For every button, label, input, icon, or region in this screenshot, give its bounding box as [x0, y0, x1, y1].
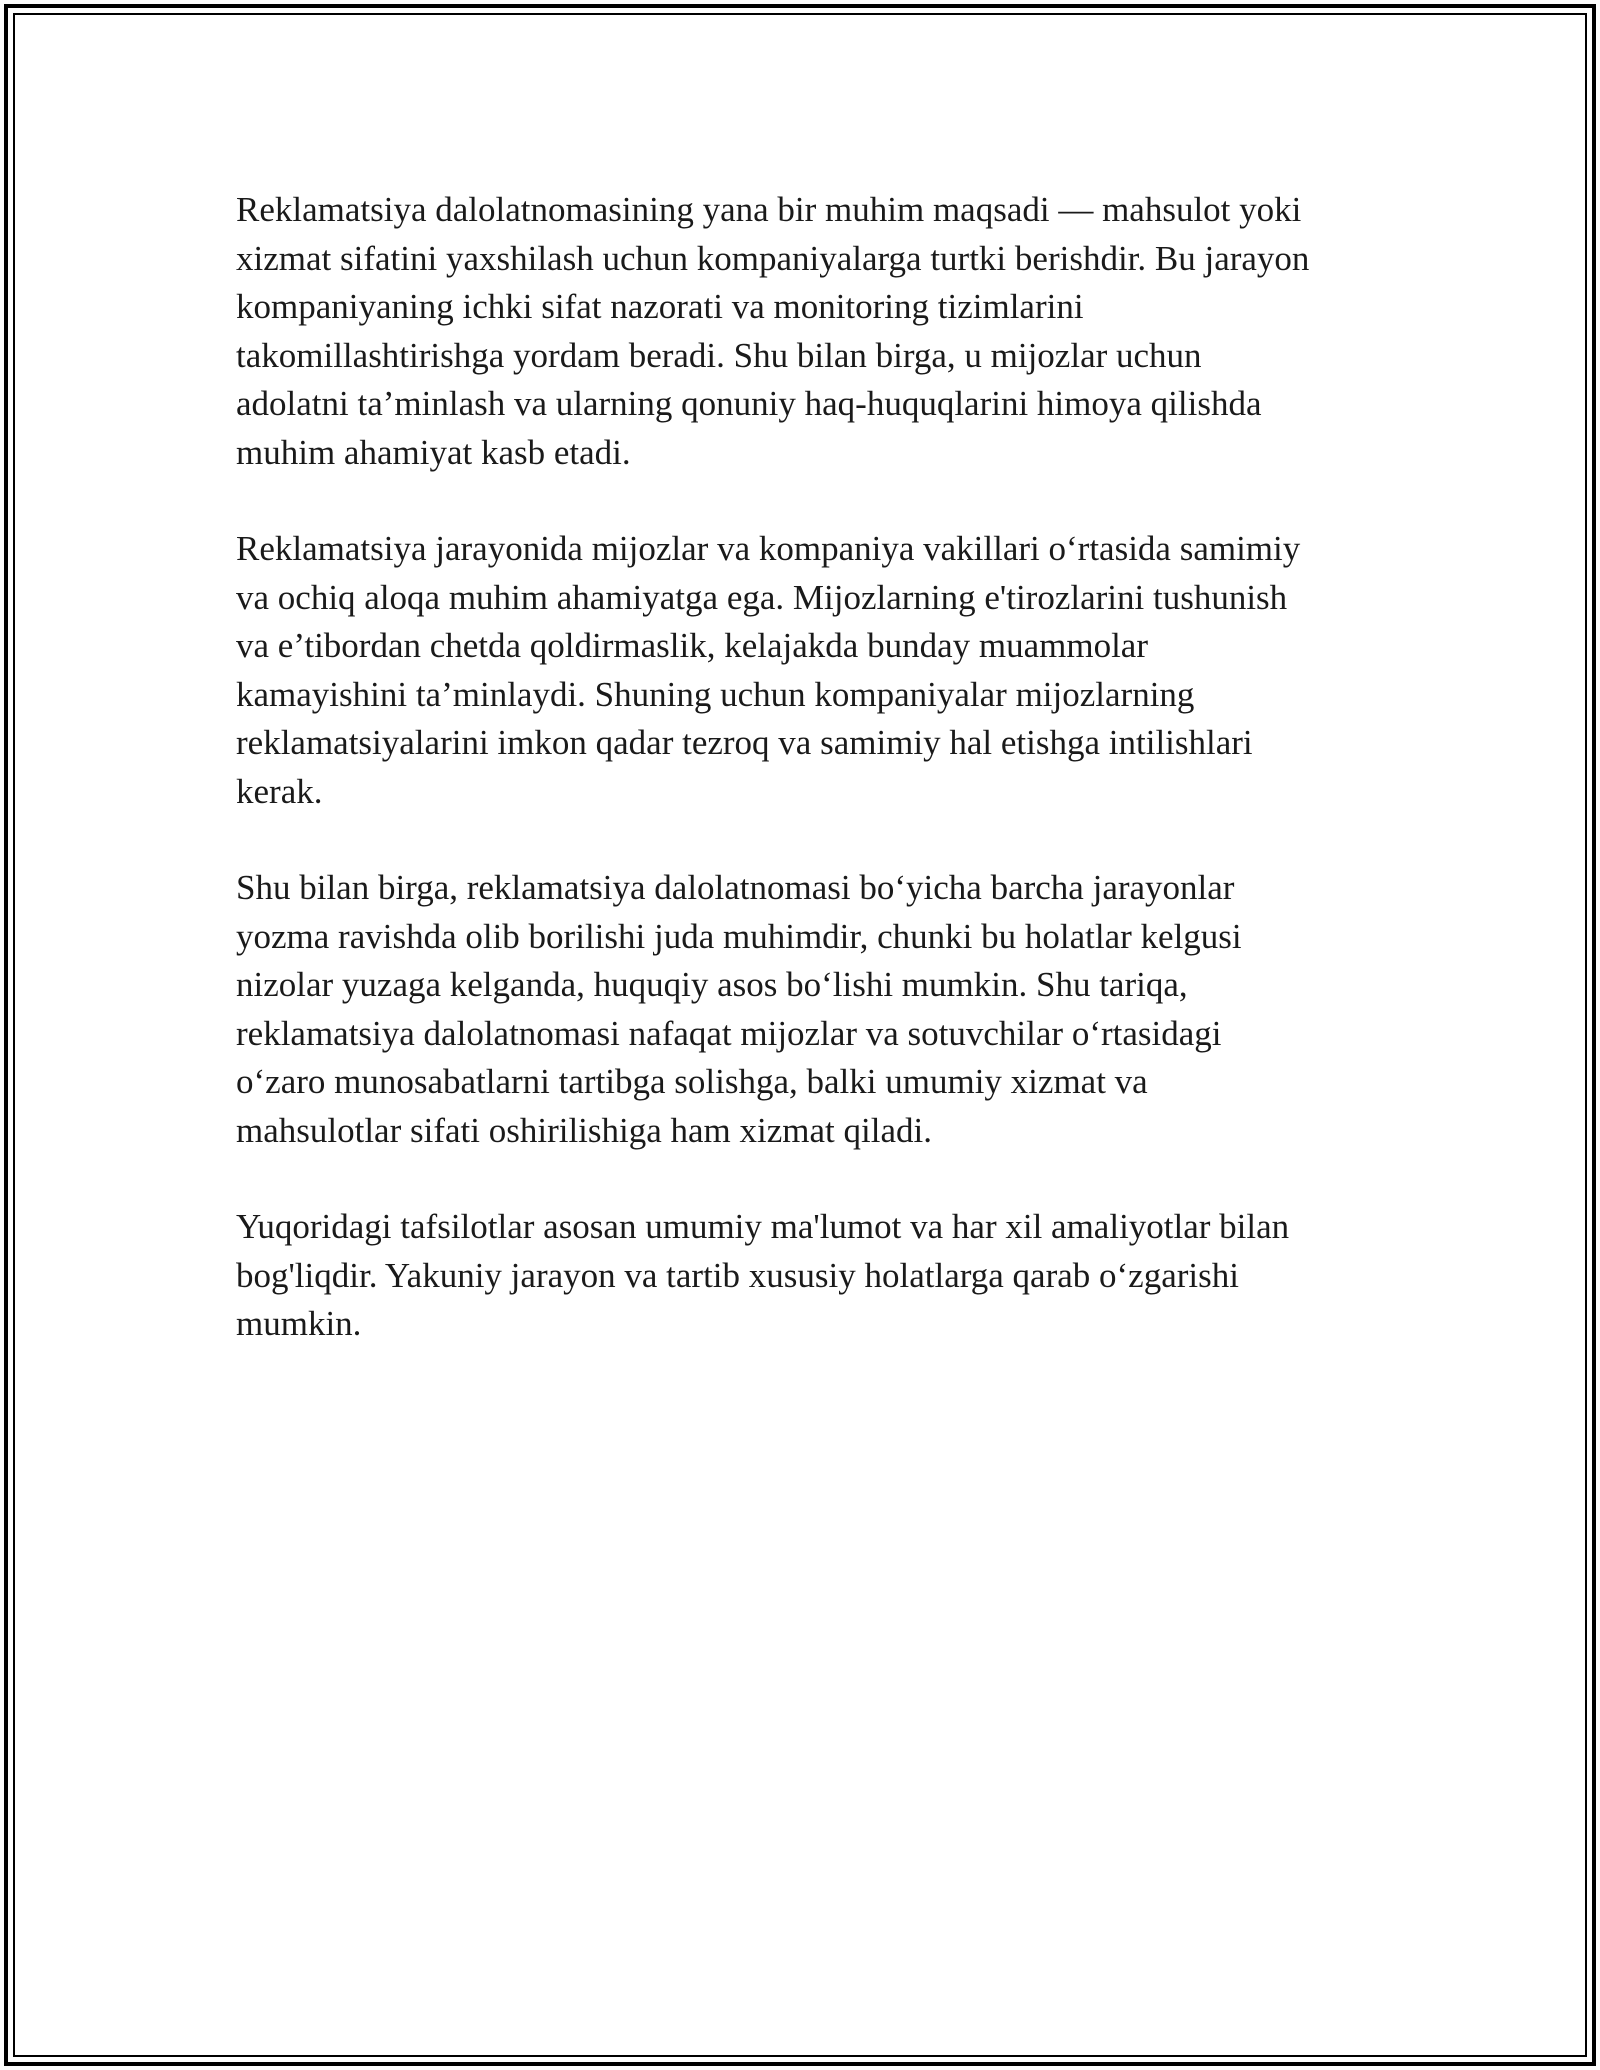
text-line: o‘zaro munosabatlarni tartibga solishga, balki umumiy xizmat va — [236, 1062, 1148, 1101]
text-line: Yuqoridagi tafsilotlar asosan umumiy ma'lumot va har xil amaliyotlar bilan — [236, 1207, 1290, 1246]
text-line: adolatni ta’minlash va ularning qonuniy haq-huquqlarini himoya qilishda — [236, 384, 1262, 423]
paragraph-2 — [236, 525, 1366, 816]
text-line: nizolar yuzaga kelganda, huquqiy asos bo‘lishi mumkin. Shu tariqa, — [236, 965, 1188, 1004]
text-line: mumkin. — [236, 1304, 362, 1343]
text-line: takomillashtirishga yordam beradi. Shu bilan birga, u mijozlar uchun — [236, 335, 1202, 375]
text-line: bog'liqdir. Yakuniy jarayon va tartib xususiy holatlarga qarab o‘zgarishi — [236, 1255, 1239, 1295]
paragraph-3 — [236, 864, 1366, 1155]
text-line: kompaniyaning ichki sifat nazorati va monitoring tizimlarini — [236, 287, 1084, 326]
paragraph-1 — [236, 186, 1366, 477]
text-line: Shu bilan birga, reklamatsiya dalolatnomasi bo‘yicha barcha jarayonlar — [236, 868, 1235, 907]
text-line: reklamatsiya dalolatnomasi nafaqat mijozlar va sotuvchilar o‘rtasidagi — [236, 1013, 1222, 1053]
text-line: kamayishini ta’minlaydi. Shuning uchun kompaniyalar mijozlarning — [236, 674, 1195, 714]
text-line: yozma ravishda olib borilishi juda muhimdir, chunki bu holatlar kelgusi — [236, 916, 1242, 956]
text-line: xizmat sifatini yaxshilash uchun kompaniyalarga turtki berishdir. Bu jarayon — [236, 238, 1310, 278]
paragraph-4 — [236, 1203, 1366, 1349]
text-line: kerak. — [236, 771, 323, 811]
text-line: muhim ahamiyat kasb etadi. — [236, 432, 631, 472]
text-line: Reklamatsiya dalolatnomasining yana bir muhim maqsadi — mahsulot yoki — [236, 190, 1302, 229]
text-line: reklamatsiyalarini imkon qadar tezroq va samimiy hal etishga intilishlari — [236, 723, 1253, 762]
text-line: mahsulotlar sifati oshirilishiga ham xizmat qiladi. — [236, 1110, 932, 1150]
text-line: va ochiq aloqa muhim ahamiyatga ega. Mijozlarning e'tirozlarini tushunish — [236, 577, 1288, 617]
text-line: Reklamatsiya jarayonida mijozlar va kompaniya vakillari o‘rtasida samimiy — [236, 529, 1301, 568]
text-line: va e’tibordan chetda qoldirmaslik, kelajakda bunday muammolar — [236, 626, 1148, 665]
document-body — [236, 186, 1366, 1397]
